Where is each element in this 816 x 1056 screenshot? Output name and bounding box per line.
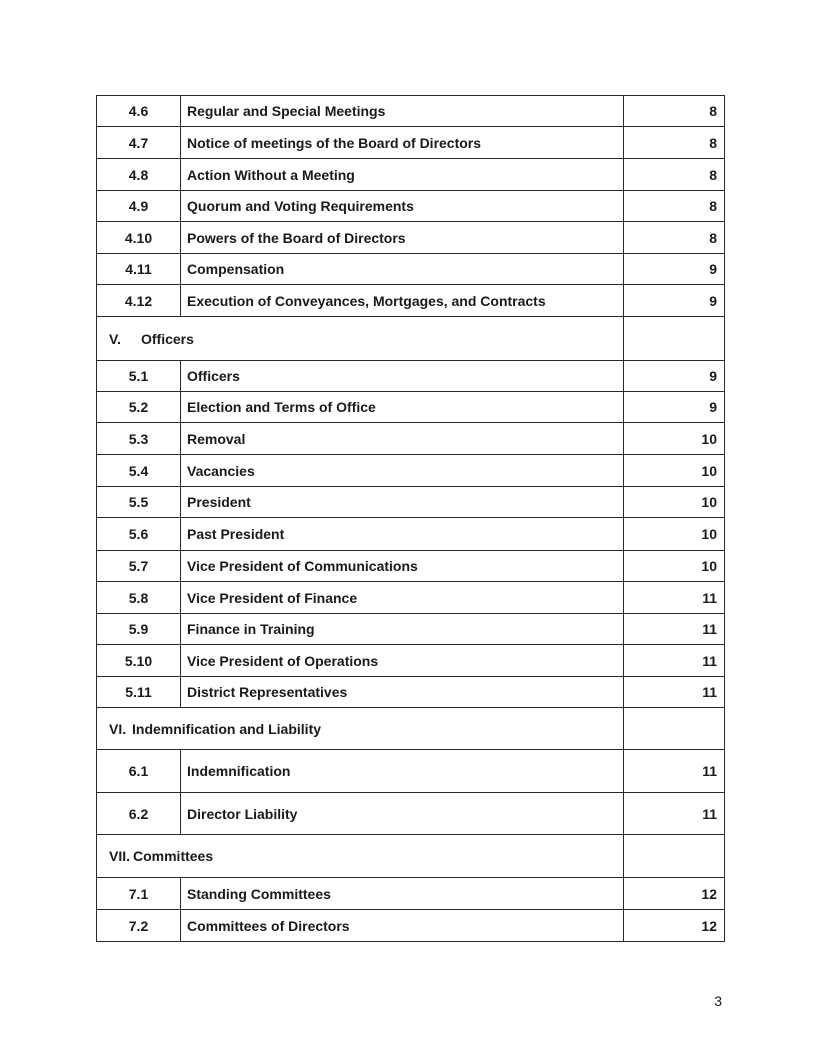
- entry-page: 8: [624, 191, 725, 222]
- entry-number: 5.10: [97, 645, 181, 677]
- entry-title: Quorum and Voting Requirements: [181, 191, 624, 222]
- entry-number: 4.11: [97, 254, 181, 285]
- entry-page: 8: [624, 127, 725, 159]
- entry-page: 9: [624, 285, 725, 317]
- entry-title: Vice President of Operations: [181, 645, 624, 677]
- entry-title: Indemnification: [181, 750, 624, 793]
- toc-entry-row: [97, 361, 725, 392]
- entry-page: 10: [624, 487, 725, 518]
- entry-number: 5.1: [97, 361, 181, 392]
- section-heading: [97, 708, 624, 750]
- entry-number: 4.6: [97, 96, 181, 127]
- entry-number: 7.2: [97, 910, 181, 942]
- toc-entry-row: [97, 750, 725, 793]
- section-page-cell: [624, 835, 725, 878]
- entry-number: 5.4: [97, 455, 181, 487]
- entry-title: Regular and Special Meetings: [181, 96, 624, 127]
- entry-page: 11: [624, 750, 725, 793]
- entry-number: 5.6: [97, 518, 181, 551]
- section-title: Indemnification and Liability: [132, 720, 322, 737]
- section-number: V.: [109, 330, 121, 347]
- entry-number: 4.12: [97, 285, 181, 317]
- section-page-cell: [624, 317, 725, 361]
- entry-title: Past President: [181, 518, 624, 551]
- section-title: Committees: [133, 848, 214, 864]
- entry-title: Vice President of Communications: [181, 551, 624, 582]
- entry-page: 9: [624, 361, 725, 392]
- entry-number: 5.11: [97, 677, 181, 708]
- entry-title: Powers of the Board of Directors: [181, 222, 624, 254]
- toc-entry-row: [97, 518, 725, 551]
- table-of-contents: [96, 95, 725, 942]
- toc-entry-row: [97, 878, 725, 910]
- entry-title: Director Liability: [181, 793, 624, 835]
- entry-title: Vice President of Finance: [181, 582, 624, 614]
- entry-number: 4.10: [97, 222, 181, 254]
- entry-title: Action Without a Meeting: [181, 159, 624, 191]
- entry-title: Officers: [181, 361, 624, 392]
- entry-number: 4.8: [97, 159, 181, 191]
- entry-number: 7.1: [97, 878, 181, 910]
- entry-page: 10: [624, 423, 725, 455]
- toc-entry-row: [97, 159, 725, 191]
- toc-section-row: [97, 317, 725, 361]
- entry-number: 5.8: [97, 582, 181, 614]
- section-heading: [97, 835, 624, 878]
- entry-number: 6.2: [97, 793, 181, 835]
- entry-page: 8: [624, 159, 725, 191]
- toc-entry-row: [97, 793, 725, 835]
- entry-page: 11: [624, 677, 725, 708]
- entry-title: Standing Committees: [181, 878, 624, 910]
- toc-entry-row: [97, 423, 725, 455]
- page-number: 3: [714, 993, 722, 1009]
- toc-entry-row: [97, 582, 725, 614]
- entry-title: Finance in Training: [181, 614, 624, 645]
- toc-section-row: [97, 835, 725, 878]
- entry-title: President: [181, 487, 624, 518]
- entry-title: Execution of Conveyances, Mortgages, and Contracts: [181, 285, 624, 317]
- toc-entry-row: [97, 645, 725, 677]
- entry-page: 10: [624, 551, 725, 582]
- toc-entry-row: [97, 96, 725, 127]
- entry-title: Election and Terms of Office: [181, 392, 624, 423]
- entry-title: Compensation: [181, 254, 624, 285]
- section-number: VI.: [109, 720, 127, 737]
- toc-entry-row: [97, 222, 725, 254]
- entry-number: 5.3: [97, 423, 181, 455]
- toc-section-row: [97, 708, 725, 750]
- toc-entry-row: [97, 285, 725, 317]
- entry-page: 8: [624, 96, 725, 127]
- entry-page: 10: [624, 455, 725, 487]
- entry-title: District Representatives: [181, 677, 624, 708]
- entry-number: 4.9: [97, 191, 181, 222]
- toc-entry-row: [97, 910, 725, 942]
- entry-number: 5.7: [97, 551, 181, 582]
- entry-page: 11: [624, 614, 725, 645]
- entry-title: Committees of Directors: [181, 910, 624, 942]
- entry-page: 11: [624, 793, 725, 835]
- entry-page: 11: [624, 645, 725, 677]
- section-page-cell: [624, 708, 725, 750]
- toc-body: [97, 96, 725, 942]
- entry-number: 6.1: [97, 750, 181, 793]
- entry-page: 9: [624, 392, 725, 423]
- entry-title: Notice of meetings of the Board of Directors: [181, 127, 624, 159]
- toc-entry-row: [97, 551, 725, 582]
- toc-entry-row: [97, 392, 725, 423]
- toc-entry-row: [97, 677, 725, 708]
- section-title: Officers: [141, 330, 194, 347]
- entry-page: 8: [624, 222, 725, 254]
- entry-page: 11: [624, 582, 725, 614]
- entry-page: 12: [624, 878, 725, 910]
- entry-title: Removal: [181, 423, 624, 455]
- toc-entry-row: [97, 191, 725, 222]
- entry-number: 5.5: [97, 487, 181, 518]
- entry-page: 12: [624, 910, 725, 942]
- entry-page: 9: [624, 254, 725, 285]
- toc-entry-row: [97, 487, 725, 518]
- toc-entry-row: [97, 127, 725, 159]
- section-heading: [97, 317, 624, 361]
- entry-page: 10: [624, 518, 725, 551]
- toc-entry-row: [97, 455, 725, 487]
- toc-entry-row: [97, 614, 725, 645]
- entry-title: Vacancies: [181, 455, 624, 487]
- entry-number: 5.9: [97, 614, 181, 645]
- toc-entry-row: [97, 254, 725, 285]
- entry-number: 4.7: [97, 127, 181, 159]
- entry-number: 5.2: [97, 392, 181, 423]
- section-number: VII.: [109, 848, 131, 864]
